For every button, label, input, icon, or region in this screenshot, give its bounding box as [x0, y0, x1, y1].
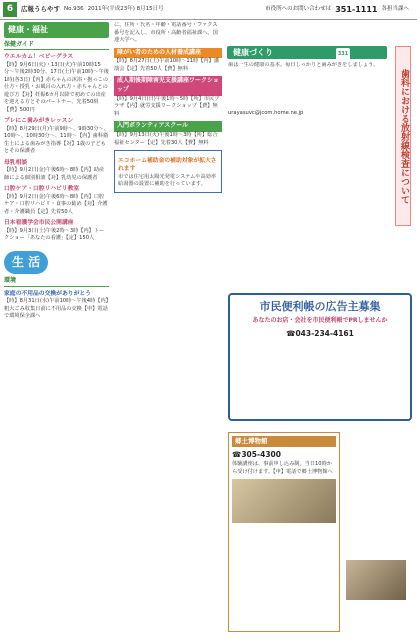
- mail-address[interactable]: urayasuvc@jcom.home.ne.jp: [228, 109, 304, 116]
- side-title: 歯科における放射線検査について: [395, 46, 411, 226]
- ad-subtitle: あなたのお店・会社を市民便利帳でPRしませんか: [252, 316, 388, 324]
- paper-name: 広報うらやす: [21, 4, 60, 13]
- item-text: 【時】9月4日(日)午後1時〜5時【所】市民プラザ【内】就労支援ワークショップ【費】無料: [114, 95, 220, 117]
- item-title: 母乳相談: [4, 159, 28, 166]
- item-title: プレにこ歯みがきレッスン: [4, 118, 74, 125]
- health-banner: [227, 46, 387, 59]
- museum-photo: [232, 479, 336, 523]
- contact-phone: 351-1111: [335, 5, 378, 14]
- section-health-welfare: 健康・福祉: [4, 22, 109, 38]
- item-text: 【時】9月2日(金)午後6時〜8時【内】助産師による個別相談【対】乳幼児の保護者: [4, 167, 105, 181]
- photo-image: [346, 560, 406, 600]
- museum-phone: ☎305-4300: [232, 450, 281, 460]
- ad-box: [228, 293, 412, 421]
- env-item-title: 家庭の不用品の交換がありがとう: [4, 290, 91, 297]
- page-number: 6: [3, 2, 17, 17]
- item-text: 【時】9月2日(金)午後6時〜8時【内】口腔ケア・口腔リハビリ・食事の勧め【対】介護者・介護職員【定】先着50人: [4, 193, 108, 215]
- museum-photo-2: [346, 560, 406, 600]
- item-bar: 障がい者のための人材養成講座: [114, 48, 222, 59]
- item-text: 【時】8月27日(土)午前10時〜11時【内】講演会【定】先着50人【費】無料: [114, 58, 219, 72]
- section-life: 生 活: [4, 251, 48, 274]
- guide-title: 保健ガイド: [4, 41, 109, 51]
- item-bar: 入門ボランティアスクール: [114, 121, 222, 132]
- health-text: 歯は一生の健康の基本。毎日しっかりと歯みがきをしましょう。: [228, 62, 379, 68]
- item-text: 【時】9月6日(火)・13日(火)午前10時15分〜午後2時30分、17日(土)午前10時〜午後1時(各3日)【内】赤ちゃんの沐浴・抱っこの仕方・授乳・お風呂の入れ方・赤ちゃんとの遊び方【対】妊娠6カ月以降で初めての出産を迎える方とそのパートナー、先着50組【費】500円: [4, 61, 109, 113]
- middle-column: [114, 22, 222, 634]
- env-box-text: 市では住宅用太陽光発電システムや高効率給湯器の設置に補助を行っています。: [118, 173, 217, 188]
- issue-date: 2011年(平成23年) 8月15日号: [87, 5, 164, 12]
- item-text: 【時】9月3日(土)午後2時〜3時【内】トークショー「あなたの看護」【定】150人: [4, 227, 105, 242]
- contact-info: [265, 4, 409, 16]
- museum-text: 体験講座は、事前申し込み制。当日10時から受け付けます。【申】電話で郷土博物館へ: [232, 461, 333, 475]
- ad-phone: ☎043-234-4161: [286, 328, 354, 338]
- contact-note: 各担当課へ: [381, 5, 409, 12]
- middle-top-text: に、住所・氏名・年齢・電話番号・ファクス番号を記入し、市役所・高齢者福祉課へ。国連大学へ。: [114, 22, 218, 44]
- item-title: 日本看護学会市民公開講座: [4, 220, 74, 227]
- museum-box: [228, 432, 340, 632]
- health-body: [228, 62, 388, 212]
- left-column: [4, 22, 109, 634]
- contact-label: 市役所へのお問い合わせは: [265, 5, 332, 12]
- museum-title: 郷土博物館: [232, 436, 336, 447]
- env-box-title: エコホーム補助金の補助対象が拡大されます: [118, 158, 217, 173]
- health-title: 健康づくり: [233, 48, 273, 57]
- page-header: [0, 0, 417, 20]
- env-subsection: 環境: [4, 277, 109, 287]
- health-badge: 331: [336, 48, 350, 61]
- item-text: 【時】8月29日(月)午前9時〜、9時30分〜、10時〜、10時30分〜、11時〜【内】歯科衛生士による歯みがき指導【対】1歳の子どもとその保護者: [4, 125, 109, 155]
- issue-label: No.936: [64, 5, 84, 12]
- item-bar: 成人期後期障害児支援講座ワークショップ: [114, 76, 222, 95]
- env-box: [114, 150, 222, 193]
- ad-title: 市民便利帳の広告主募集: [259, 300, 381, 313]
- item-title: ウエルカム！ベビーグラス: [4, 54, 74, 61]
- item-text: 【時】9月13日(火)午後1時〜3時【所】総合福祉センター【定】先着30人【費】無料: [114, 132, 218, 146]
- env-item-text: 【時】8月31日(水)午前10時〜午後4時【内】粗大ごみ収集日前に不用品の交換【申】電話で環境保全課へ: [4, 298, 109, 320]
- item-title: 口腔ケア・口腔リハビリ教室: [4, 186, 80, 193]
